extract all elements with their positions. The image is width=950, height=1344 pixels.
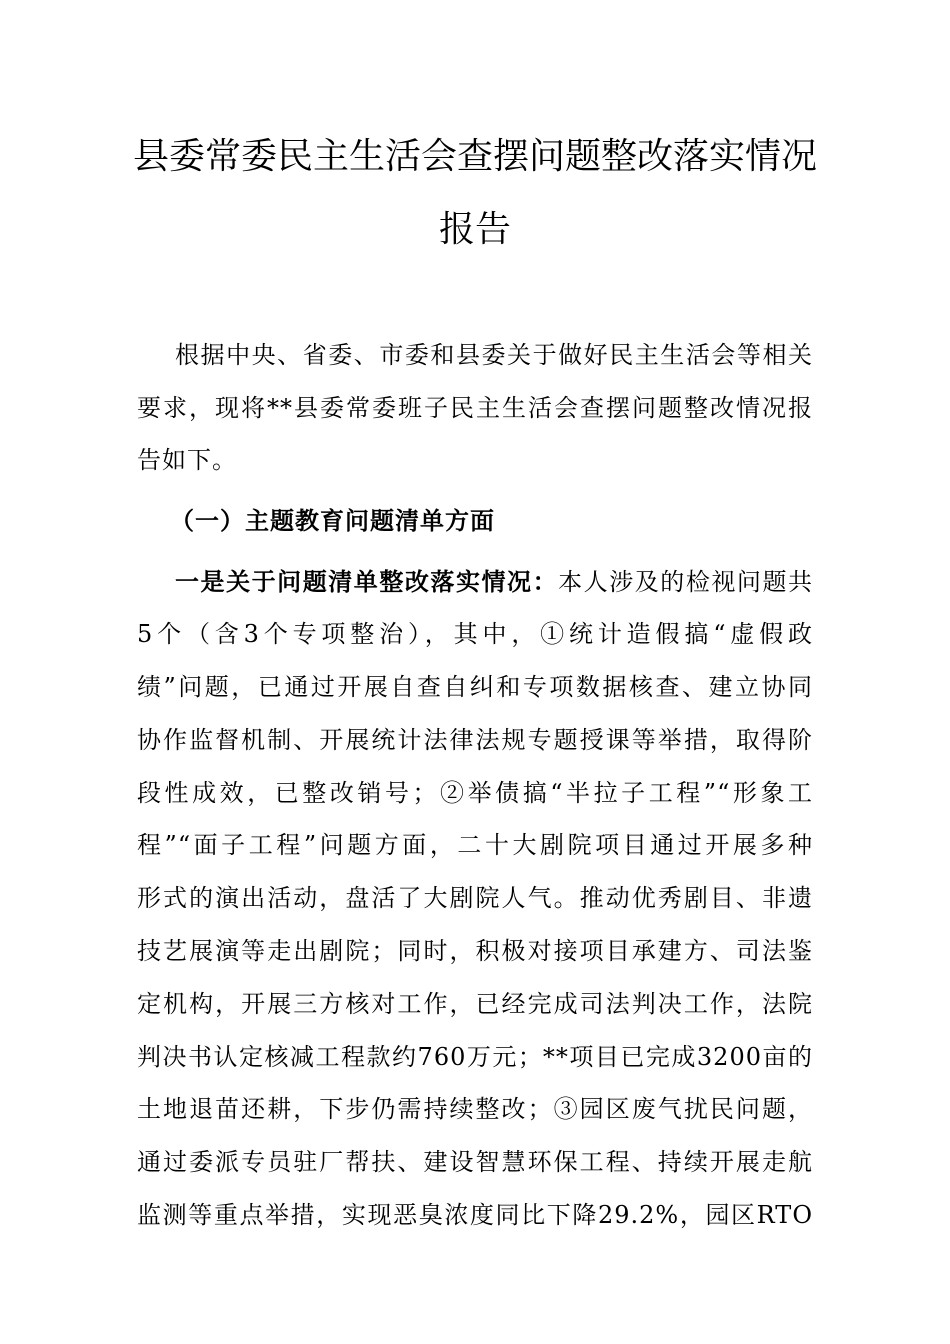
intro-paragraph-line-2: 要求，现将**县委常委班子民主生活会查摆问题整改情况报: [137, 394, 813, 422]
body-line-12: 监测等重点举措，实现恶臭浓度同比下降29.2%，园区RTO: [137, 1201, 813, 1229]
body-line-8: 定机构，开展三方核对工作，已经完成司法判决工作，法院: [137, 990, 813, 1018]
intro-paragraph-line-3: 告如下。: [137, 446, 237, 474]
body-line-10: 土地退苗还耕，下步仍需持续整改；③园区废气扰民问题，: [137, 1095, 813, 1123]
body-line-2: 绩”问题，已通过开展自查自纠和专项数据核查、建立协同: [137, 673, 813, 701]
body-line-4: 段性成效，已整改销号；②举债搞“半拉子工程”“形象工: [137, 779, 813, 807]
body-line-1: 5个（含3个专项整治），其中，①统计造假搞“虚假政: [137, 620, 813, 648]
body-line-9: 判决书认定核减工程款约760万元；**项目已完成3200亩的: [137, 1043, 813, 1071]
body-line-11: 通过委派专员驻厂帮扶、建设智慧环保工程、持续开展走航: [137, 1148, 813, 1176]
body-line-6: 形式的演出活动，盘活了大剧院人气。推动优秀剧目、非遗: [137, 884, 813, 912]
subsection-lead-line: [175, 566, 813, 598]
body-line-3: 协作监督机制、开展统计法律法规专题授课等举措，取得阶: [137, 726, 813, 754]
section-heading: （一）主题教育问题清单方面: [170, 507, 495, 535]
subsection-lead-rest: 本人涉及的检视问题共: [558, 568, 813, 596]
document-title-line-1: 县委常委民主生活会查摆问题整改落实情况: [132, 136, 817, 177]
subsection-lead-bold: 一是关于问题清单整改落实情况：: [175, 568, 559, 596]
intro-paragraph-line-1: 根据中央、省委、市委和县委关于做好民主生活会等相关: [175, 341, 813, 369]
body-line-7: 技艺展演等走出剧院；同时，积极对接项目承建方、司法鉴: [137, 937, 813, 965]
body-line-5: 程”“面子工程”问题方面，二十大剧院项目通过开展多种: [137, 831, 813, 859]
document-title-line-2: 报告: [438, 209, 511, 250]
